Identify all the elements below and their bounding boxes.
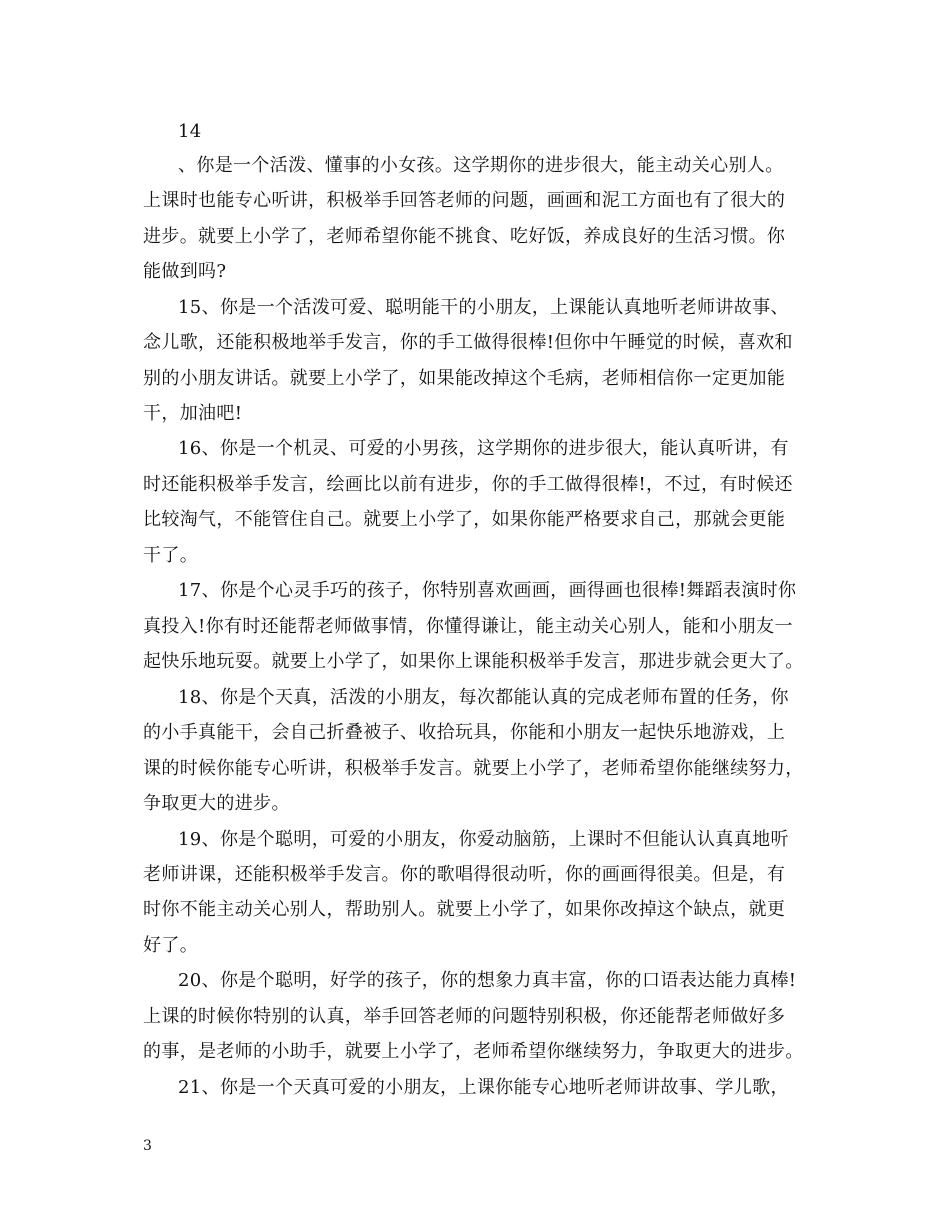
text-line: 好了。 xyxy=(143,935,199,956)
text-line: 14 xyxy=(178,121,202,142)
text-line: 比较淘气，不能管住自己。就要上小学了，如果你能严格要求自己，那就会更能 xyxy=(143,509,786,530)
text-line: 时还能积极举手发言，绘画比以前有进步，你的手工做得很棒!，不过，有时候还 xyxy=(143,474,793,495)
text-line: 的事，是老师的小助手，就要上小学了，老师希望你继续努力，争取更大的进步。 xyxy=(143,1041,804,1062)
text-line: 争取更大的进步。 xyxy=(143,793,290,814)
text-line: 20、你是个聪明，好学的孩子，你的想象力真丰富，你的口语表达能力真棒! xyxy=(178,970,797,991)
text-line: 老师讲课，还能积极举手发言。你的歌唱得很动听，你的画画得很美。但是，有 xyxy=(143,864,786,885)
text-line: 干，加油吧! xyxy=(143,403,243,424)
text-line: 16、你是一个机灵、可爱的小男孩，这学期你的进步很大，能认真听讲，有 xyxy=(178,438,789,459)
text-line: 的小手真能干，会自己折叠被子、收拾玩具，你能和小朋友一起快乐地游戏，上 xyxy=(143,722,786,743)
text-line: 15、你是一个活泼可爱、聪明能干的小朋友，上课能认真地听老师讲故事、 xyxy=(178,297,789,318)
text-line: 19、你是个聪明，可爱的小朋友，你爱动脑筋，上课时不但能认认真真地听 xyxy=(178,829,789,850)
text-line: 课的时候你能专心听讲，积极举手发言。就要上小学了，老师希望你能继续努力， xyxy=(143,758,804,779)
page-number: 3 xyxy=(143,1138,152,1154)
text-line: 真投入!你有时还能帮老师做事情，你懂得谦让，能主动关心别人，能和小朋友一 xyxy=(143,616,793,637)
text-line: 念儿歌，还能积极地举手发言，你的手工做得很棒!但你中午睡觉的时候，喜欢和 xyxy=(143,332,793,353)
text-line: 能做到吗? xyxy=(143,261,227,282)
text-line: 干了。 xyxy=(143,545,199,566)
text-line: 时你不能主动关心别人，帮助别人。就要上小学了，如果你改掉这个缺点，就更 xyxy=(143,899,786,920)
text-line: 上课时也能专心听讲，积极举手回答老师的问题，画画和泥工方面也有了很大的 xyxy=(143,190,786,211)
text-line: 17、你是个心灵手巧的孩子，你特别喜欢画画，画得画也很棒!舞蹈表演时你 xyxy=(178,580,797,601)
text-line: 上课的时候你特别的认真，举手回答老师的问题特别积极，你还能帮老师做好多 xyxy=(143,1006,786,1027)
text-line: 18、你是个天真，活泼的小朋友，每次都能认真的完成老师布置的任务，你 xyxy=(178,687,789,708)
text-line: 21、你是一个天真可爱的小朋友，上课你能专心地听老师讲故事、学儿歌， xyxy=(178,1077,789,1098)
text-line: 、你是一个活泼、懂事的小女孩。这学期你的进步很大，能主动关心别人。 xyxy=(178,155,784,176)
text-line: 进步。就要上小学了，老师希望你能不挑食、吃好饭，养成良好的生活习惯。你 xyxy=(143,226,786,247)
text-line: 起快乐地玩耍。就要上小学了，如果你上课能积极举手发言，那进步就会更大了。 xyxy=(143,651,804,672)
text-line: 别的小朋友讲话。就要上小学了，如果能改掉这个毛病，老师相信你一定更加能 xyxy=(143,368,786,389)
